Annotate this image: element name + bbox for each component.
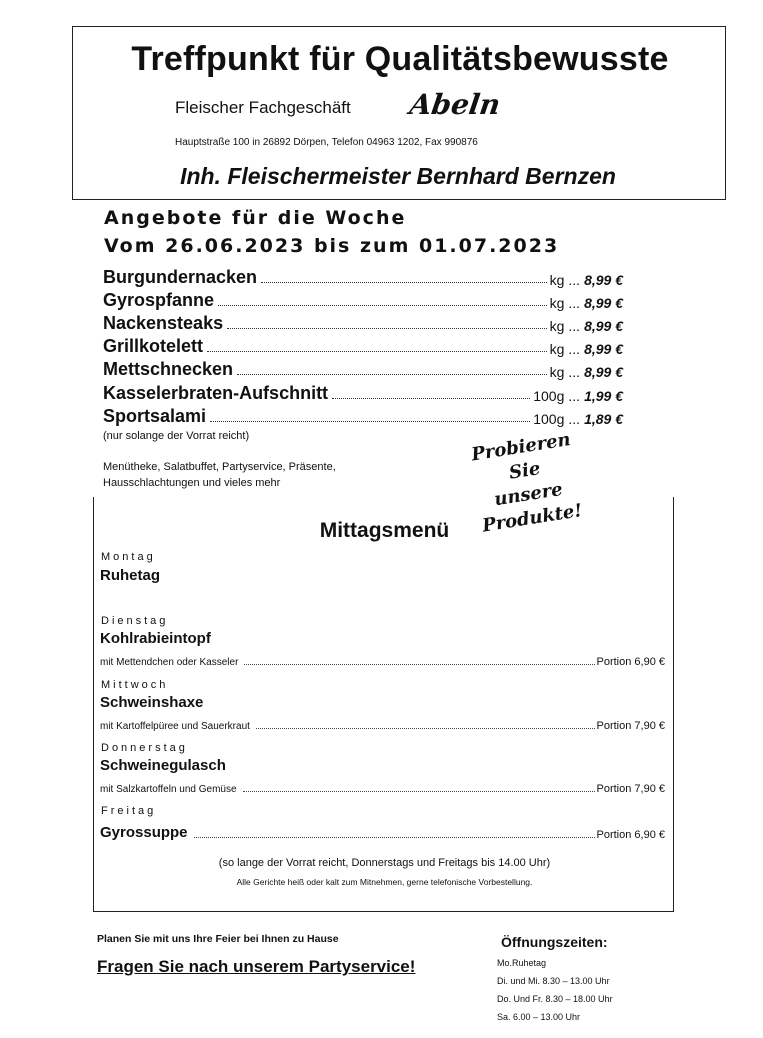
offer-name: Nackensteaks <box>103 313 224 333</box>
leader-dots <box>207 351 547 352</box>
day-label: Dienstag <box>101 615 169 627</box>
page-title: Treffpunkt für Qualitätsbewusste <box>131 40 669 78</box>
menu-note: (so lange der Vorrat reicht, Donnerstags und Freitags bis 14.00 Uhr) <box>218 857 551 869</box>
menu-heading: Mittagsmenü <box>319 519 450 542</box>
opening-hours-line: Di. und Mi. 8.30 – 13.00 Uhr <box>497 976 610 986</box>
opening-hours-title: Öffnungszeiten: <box>501 934 608 950</box>
leader-dots <box>237 374 547 375</box>
offer-price: 8,99 € <box>584 295 623 311</box>
leader-dots <box>332 398 530 399</box>
services-line: Hausschlachtungen und vieles mehr <box>103 477 281 489</box>
day-label: Montag <box>101 551 156 563</box>
leader-dots <box>261 282 547 283</box>
offer-price: 8,99 € <box>584 341 623 357</box>
dish-name: Schweinshaxe <box>100 694 204 711</box>
dish-side: mit Kartoffelpüree und Sauerkraut <box>100 721 250 732</box>
services-text <box>103 459 403 491</box>
offer-price: 8,99 € <box>584 318 623 334</box>
leader-dots <box>256 728 595 729</box>
day-label: Freitag <box>101 805 157 817</box>
offer-separator: ... <box>568 295 581 311</box>
portion-price: Portion 6,90 € <box>596 829 665 841</box>
leader-dots <box>194 837 595 838</box>
leader-dots <box>218 305 547 306</box>
dish-name: Schweinegulasch <box>100 757 226 774</box>
offer-name: Burgundernacken <box>103 267 258 287</box>
dish-name: Gyrossuppe <box>100 824 188 841</box>
opening-hours-line: Do. Und Fr. 8.30 – 18.00 Uhr <box>497 994 613 1004</box>
dish-detail-row <box>100 718 665 732</box>
party-service-text: Fragen Sie nach unserem Partyservice! <box>97 957 416 976</box>
offer-separator: ... <box>568 341 581 357</box>
shop-address: Hauptstraße 100 in 26892 Dörpen, Telefon 04963 1202, Fax 990876 <box>175 137 478 148</box>
dish-detail-row <box>100 781 665 795</box>
offer-name: Grillkotelett <box>103 336 204 356</box>
offers-title: Angebote für die Woche <box>104 207 407 229</box>
offer-price: 1,99 € <box>584 388 623 404</box>
opening-hours-line: Mo.Ruhetag <box>497 958 547 968</box>
offer-separator: ... <box>568 318 581 334</box>
dish-name: Kohlrabieintopf <box>100 630 211 647</box>
offers-period: Vom 26.06.2023 bis zum 01.07.2023 <box>104 235 560 257</box>
offer-row <box>103 288 623 311</box>
owner-line: Inh. Fleischermeister Bernhard Bernzen <box>180 163 616 189</box>
offer-name: Kasselerbraten-Aufschnitt <box>103 383 329 403</box>
offer-unit: kg <box>549 272 565 288</box>
offer-unit: kg <box>549 295 565 311</box>
day-label: Mittwoch <box>101 679 169 691</box>
portion-price: Portion 6,90 € <box>596 656 665 668</box>
offer-row <box>103 334 623 357</box>
dish-detail-row <box>100 654 665 668</box>
offer-price: 1,89 € <box>584 411 623 427</box>
portion-price: Portion 7,90 € <box>596 720 665 732</box>
dish-side: mit Mettendchen oder Kasseler <box>100 657 239 668</box>
offer-price: 8,99 € <box>584 272 623 288</box>
offer-row <box>103 311 623 334</box>
offer-row <box>103 357 623 380</box>
shop-label: Fleischer Fachgeschäft <box>175 98 351 117</box>
day-label: Donnerstag <box>101 742 188 754</box>
offer-unit: 100g <box>533 388 565 404</box>
offer-separator: ... <box>568 364 581 380</box>
leader-dots <box>244 664 594 665</box>
portion-price: Portion 7,90 € <box>596 783 665 795</box>
dish-name: Ruhetag <box>100 567 160 584</box>
dish-detail-row <box>100 823 665 841</box>
slogan-line: unsere Produkte! <box>480 478 584 537</box>
offer-separator: ... <box>568 388 581 404</box>
offer-row <box>103 265 623 288</box>
slogan-line: Probieren Sie <box>470 429 572 484</box>
leader-dots <box>227 328 547 329</box>
leader-dots <box>243 791 595 792</box>
plan-text: Planen Sie mit uns Ihre Feier bei Ihnen zu Hause <box>97 933 339 945</box>
leader-dots <box>210 421 530 422</box>
offer-unit: 100g <box>533 411 565 427</box>
offer-name: Sportsalami <box>103 406 207 426</box>
opening-hours-line: Sa. 6.00 – 13.00 Uhr <box>497 1012 581 1022</box>
shop-name-logo: Abeln <box>407 88 503 121</box>
offer-separator: ... <box>568 411 581 427</box>
offer-unit: kg <box>549 318 565 334</box>
dish-side: mit Salzkartoffeln und Gemüse <box>100 784 237 795</box>
offers-note: (nur solange der Vorrat reicht) <box>103 430 250 442</box>
offer-row <box>103 404 623 427</box>
offer-unit: kg <box>549 364 565 380</box>
offer-unit: kg <box>549 341 565 357</box>
menu-note-takeaway: Alle Gerichte heiß oder kalt zum Mitnehmen, gerne telefonische Vorbestellung. <box>236 877 533 887</box>
offer-row <box>103 381 623 404</box>
offer-separator: ... <box>568 272 581 288</box>
offer-name: Mettschnecken <box>103 359 234 379</box>
offer-price: 8,99 € <box>584 364 623 380</box>
services-line: Menütheke, Salatbuffet, Partyservice, Präsente, <box>103 461 336 473</box>
offer-name: Gyrospfanne <box>103 290 215 310</box>
